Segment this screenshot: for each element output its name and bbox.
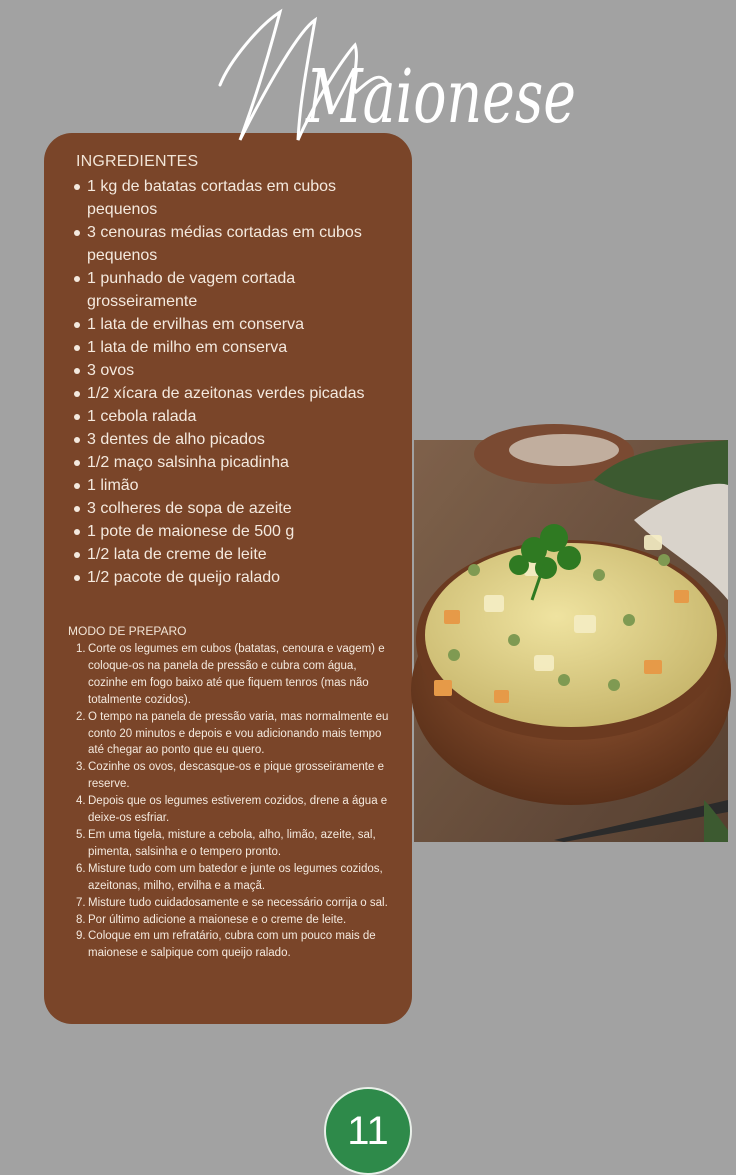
ingredients-heading: INGREDIENTES [76,153,199,170]
step-number: 6. [76,862,86,875]
recipe-title [210,0,590,150]
step-text: Corte os legumes em cubos (batatas, cenoura e vagem) e coloque-os na panela de pressão e cubra com água, cozinhe em fogo baixo até que fiquem tenros (mas não totalmente cozidos). [88,643,385,706]
step-number: 2. [76,710,86,723]
page-number-badge: 11 [324,1087,412,1175]
preparation-step [68,709,390,760]
ingredient-item: 1 limão [74,474,394,497]
step-text: Coloque em um refratário, cubra com um pouco mais de maionese e salpique com queijo ralado. [88,930,376,960]
ingredient-item: 1/2 xícara de azeitonas verdes picadas [74,382,394,405]
ingredient-item: 3 dentes de alho picados [74,428,394,451]
ingredient-item: 3 cenouras médias cortadas em cubos pequenos [74,221,394,267]
preparation-step [68,759,390,793]
preparation-step [68,827,390,861]
step-number: 4. [76,795,86,808]
ingredient-item: 1 punhado de vagem cortada grosseiramente [74,267,394,313]
step-number: 7. [76,896,86,909]
preparation-step [68,895,390,912]
ingredient-item: 1 lata de milho em conserva [74,336,394,359]
step-text: Misture tudo com um batedor e junte os legumes cozidos, azeitonas, milho, ervilha e a maçã. [88,862,383,892]
step-number: 9. [76,930,86,943]
step-text: Em uma tigela, misture a cebola, alho, limão, azeite, sal, pimenta, salsinha e o tempero pronto. [88,828,376,858]
title-text: Maionese [304,54,576,140]
preparation-steps [68,641,390,962]
ingredient-item: 1 lata de ervilhas em conserva [74,313,394,336]
ingredients-list [74,175,394,589]
step-number: 1. [76,643,86,655]
salad-photo [414,440,728,842]
ingredient-item: 1 cebola ralada [74,405,394,428]
preparation-step [68,793,390,827]
recipe-card [44,133,412,1024]
step-text: Depois que os legumes estiverem cozidos, drene a água e deixe-os esfriar. [88,795,388,825]
ingredient-item: 1/2 pacote de queijo ralado [74,566,394,589]
preparation-step [68,861,390,895]
step-text: Por último adicione a maionese e o creme de leite. [88,913,347,926]
ingredient-item: 3 colheres de sopa de azeite [74,497,394,520]
ingredient-item: 1/2 lata de creme de leite [74,543,394,566]
preparation-step [68,912,390,929]
step-number: 8. [76,913,86,926]
preparation-step [68,641,390,709]
ingredient-item: 1/2 maço salsinha picadinha [74,451,394,474]
ingredient-item: 3 ovos [74,359,394,382]
preparation-step [68,928,390,962]
step-number: 5. [76,828,86,841]
step-number: 3. [76,761,86,774]
ingredient-item: 1 pote de maionese de 500 g [74,520,394,543]
step-text: O tempo na panela de pressão varia, mas normalmente eu conto 20 minutos e depois e vou adicionando mais tempo até chegar ao ponto que eu quero. [88,710,389,757]
preparation-heading: MODO DE PREPARO [68,624,187,638]
step-text: Cozinhe os ovos, descasque-os e pique grosseiramente e reserve. [88,761,384,791]
step-text: Misture tudo cuidadosamente e se necessário corrija o sal. [88,896,388,909]
ingredient-item: 1 kg de batatas cortadas em cubos pequenos [74,175,394,221]
